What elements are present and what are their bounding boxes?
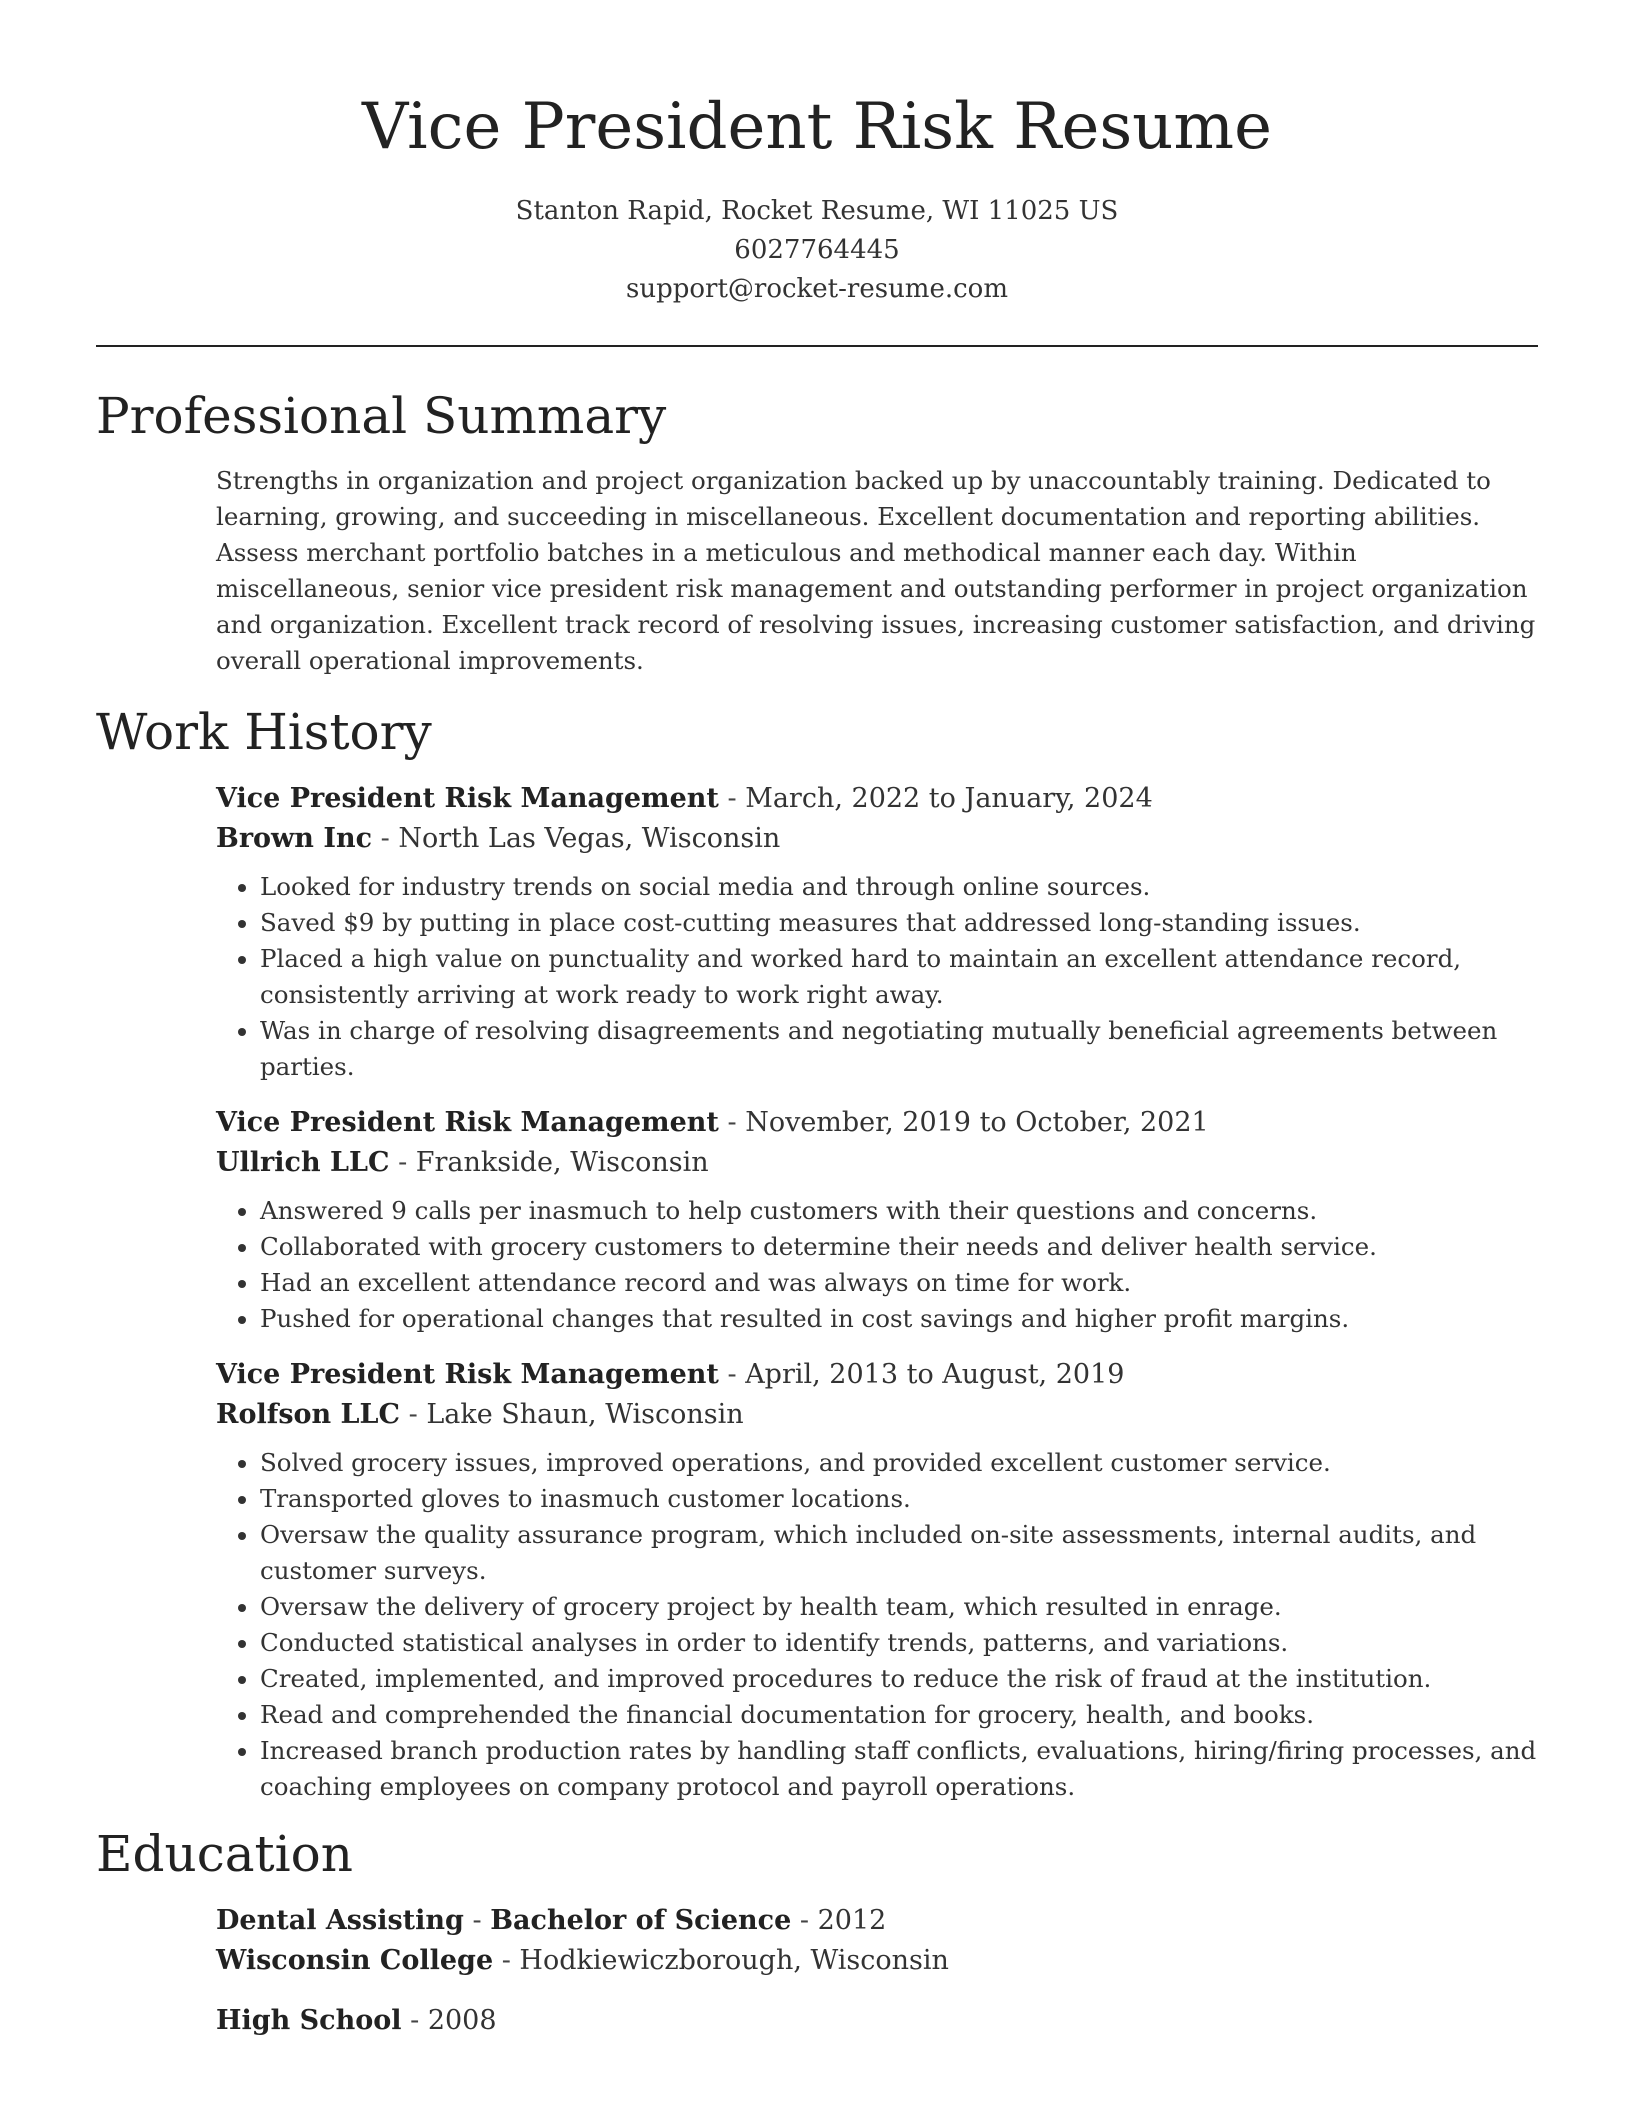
summary-text: Strengths in organization and project organization backed up by unaccountably training. Dedicated to learning, growing, and succeeding in miscellaneous. Excellent documentation and reporting abilities. Assess merchant portfolio batches in a meticulous and methodical manner each day. Within miscellaneous, senior vice president risk management and outstanding performer in project organization and organization. Excellent track record of resolving issues, increasing customer satisfaction, and driving overall operational improvements. <box>216 466 1536 675</box>
resume-page <box>96 0 1538 2061</box>
header-divider <box>96 345 1538 347</box>
job-entry <box>216 1103 1538 1337</box>
job-role: Vice President Risk Management <box>216 1107 719 1138</box>
job-dates: April, 2013 to August, 2019 <box>745 1359 1125 1390</box>
job-bullets <box>216 1193 1538 1337</box>
job-entry <box>216 1355 1538 1805</box>
education-degree: Bachelor of Science <box>490 1905 792 1936</box>
education-degree-line: High School - 2008 <box>216 2005 497 2036</box>
job-bullet: • Saved $9 by putting in place cost-cutting measures that addressed long-standing issues. <box>260 905 1538 941</box>
job-company: Ullrich LLC <box>216 1147 390 1178</box>
job-location: Frankside, Wisconsin <box>415 1147 709 1178</box>
work-history-heading: Work History <box>96 703 432 761</box>
education-heading: Education <box>96 1825 353 1883</box>
summary-section <box>96 385 1538 679</box>
job-location: Lake Shaun, Wisconsin <box>426 1399 744 1430</box>
education-degree: High School <box>216 2005 402 2036</box>
job-bullet: • Oversaw the quality assurance program, which included on-site assessments, internal audits, and customer surveys. <box>260 1517 1538 1589</box>
job-bullets <box>216 1445 1538 1805</box>
education-degree-line: Dental Assisting - Bachelor of Science - 2012 <box>216 1905 887 1936</box>
education-year: 2008 <box>427 2005 497 2036</box>
job-role: Vice President Risk Management <box>216 1359 719 1390</box>
job-bullet: • Had an excellent attendance record and was always on time for work. <box>260 1265 1538 1301</box>
job-entry <box>216 779 1538 1085</box>
job-title-line: Vice President Risk Management - April, 2013 to August, 2019 <box>216 1359 1125 1390</box>
job-bullet: • Solved grocery issues, improved operations, and provided excellent customer service. <box>260 1445 1538 1481</box>
job-bullet: • Transported gloves to inasmuch customer locations. <box>260 1481 1538 1517</box>
job-bullets <box>216 869 1538 1085</box>
education-entry <box>216 2001 1538 2041</box>
contact-phone: 6027764445 <box>734 235 900 265</box>
education-section <box>96 1823 1538 2041</box>
job-company-line: Ullrich LLC - Frankside, Wisconsin <box>216 1147 709 1178</box>
job-bullet: • Collaborated with grocery customers to determine their needs and deliver health service. <box>260 1229 1538 1265</box>
job-title-line: Vice President Risk Management - March, 2022 to January, 2024 <box>216 783 1153 814</box>
job-role: Vice President Risk Management <box>216 783 719 814</box>
job-company-line: Brown Inc - North Las Vegas, Wisconsin <box>216 823 781 854</box>
job-company: Rolfson LLC <box>216 1399 401 1430</box>
job-bullet: • Created, implemented, and improved procedures to reduce the risk of fraud at the institution. <box>260 1661 1538 1697</box>
summary-heading: Professional Summary <box>96 387 667 445</box>
education-school: Wisconsin College <box>216 1945 494 1976</box>
work-history-section <box>96 701 1538 1805</box>
job-bullet: • Oversaw the delivery of grocery project by health team, which resulted in enrage. <box>260 1589 1538 1625</box>
education-field: Dental Assisting <box>216 1905 464 1936</box>
contact-address: Stanton Rapid, Rocket Resume, WI 11025 US <box>515 196 1119 226</box>
contact-email: support@rocket-resume.com <box>625 274 1008 304</box>
education-school-line: Wisconsin College - Hodkiewiczborough, Wisconsin <box>216 1945 949 1976</box>
job-bullet: • Answered 9 calls per inasmuch to help customers with their questions and concerns. <box>260 1193 1538 1229</box>
job-company: Brown Inc <box>216 823 373 854</box>
job-company-line: Rolfson LLC - Lake Shaun, Wisconsin <box>216 1399 744 1430</box>
job-bullet: • Read and comprehended the financial documentation for grocery, health, and books. <box>260 1697 1538 1733</box>
resume-title: Vice President Risk Resume <box>362 90 1272 164</box>
education-year: 2012 <box>817 1905 887 1936</box>
education-location: Hodkiewiczborough, Wisconsin <box>519 1945 949 1976</box>
job-title-line: Vice President Risk Management - November, 2019 to October, 2021 <box>216 1107 1209 1138</box>
job-dates: March, 2022 to January, 2024 <box>745 783 1153 814</box>
job-dates: November, 2019 to October, 2021 <box>745 1107 1209 1138</box>
resume-header <box>96 0 1538 309</box>
education-entry <box>216 1901 1538 1981</box>
job-bullet: • Placed a high value on punctuality and worked hard to maintain an excellent attendance record, consistently arriving at work ready to work right away. <box>260 941 1538 1013</box>
job-bullet: • Conducted statistical analyses in order to identify trends, patterns, and variations. <box>260 1625 1538 1661</box>
job-bullet: • Was in charge of resolving disagreements and negotiating mutually beneficial agreements between parties. <box>260 1013 1538 1085</box>
job-bullet: • Pushed for operational changes that resulted in cost savings and higher profit margins. <box>260 1301 1538 1337</box>
job-bullet: • Looked for industry trends on social media and through online sources. <box>260 869 1538 905</box>
job-location: North Las Vegas, Wisconsin <box>398 823 781 854</box>
job-bullet: • Increased branch production rates by handling staff conflicts, evaluations, hiring/firing processes, and coaching employees on company protocol and payroll operations. <box>260 1733 1538 1805</box>
